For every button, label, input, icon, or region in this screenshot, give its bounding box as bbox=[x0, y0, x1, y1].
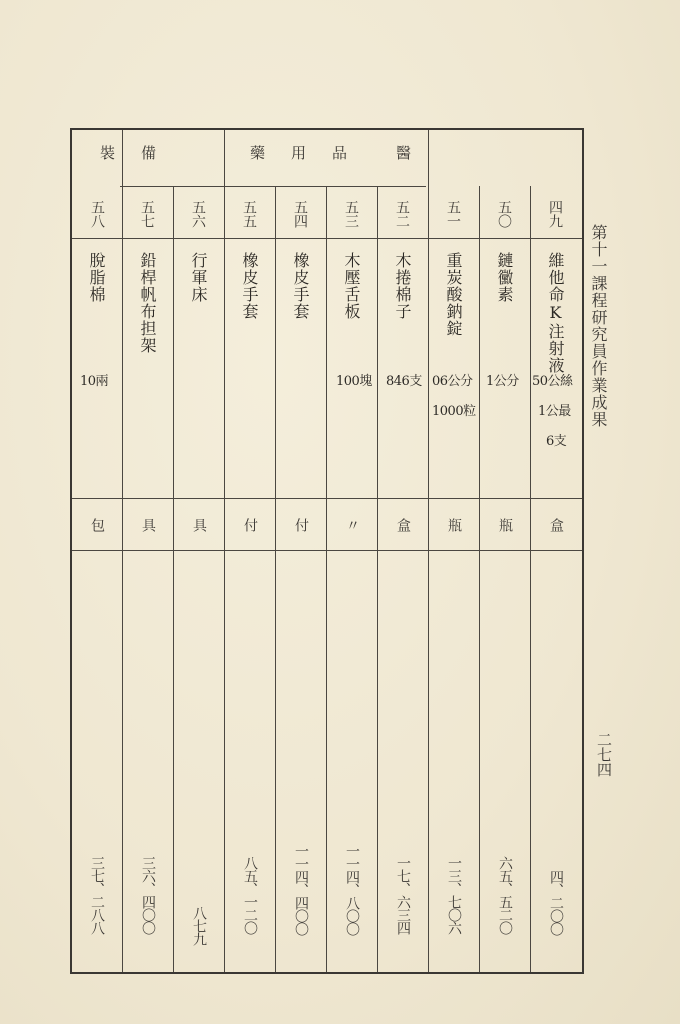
item-price: 三七、二八八 bbox=[89, 856, 105, 934]
col-rule bbox=[275, 186, 276, 972]
col-rule bbox=[326, 186, 327, 972]
item-unit: 盒 bbox=[548, 518, 564, 532]
page-number: 二七四 bbox=[595, 732, 613, 777]
item-name: 重炭酸鈉錠 bbox=[444, 252, 463, 337]
item-unit: 〃 bbox=[344, 518, 360, 532]
col-num: 五〇 bbox=[496, 200, 512, 228]
item-price: 一七、六三四 bbox=[395, 856, 411, 934]
item-price: 一三、七〇六 bbox=[446, 856, 462, 934]
col-num: 五一 bbox=[445, 200, 461, 228]
item-price: 三六、四〇〇 bbox=[140, 856, 156, 934]
item-unit: 盒 bbox=[395, 518, 411, 532]
col-num: 五八 bbox=[89, 200, 105, 228]
item-name: 橡皮手套 bbox=[240, 252, 259, 320]
item-quantity: 100塊 bbox=[336, 374, 372, 389]
col-rule bbox=[122, 130, 123, 972]
item-unit: 包 bbox=[89, 518, 105, 532]
item-name: 鉛桿帆布担架 bbox=[138, 252, 157, 354]
item-price: 八五、一二〇 bbox=[242, 856, 258, 934]
col-num: 五二 bbox=[394, 200, 410, 228]
header-group-medical-right: 醫 bbox=[396, 144, 438, 162]
col-rule bbox=[530, 186, 531, 972]
body-top-rule bbox=[72, 498, 582, 499]
item-name: 行軍床 bbox=[189, 252, 208, 303]
item-unit: 付 bbox=[242, 518, 258, 532]
col-num: 五六 bbox=[190, 200, 206, 228]
item-price: 四、二〇〇 bbox=[548, 870, 564, 935]
unit-bottom-rule bbox=[72, 550, 582, 551]
running-title: 第十一課程研究員作業成果 bbox=[589, 224, 608, 428]
col-rule bbox=[479, 186, 480, 972]
header-num-rule bbox=[72, 238, 582, 239]
col-rule bbox=[224, 130, 225, 972]
col-num: 五三 bbox=[343, 200, 359, 228]
header-group-rule bbox=[120, 186, 426, 187]
col-rule bbox=[428, 130, 429, 972]
item-price: 一一四、八〇〇 bbox=[344, 844, 360, 935]
item-quantity: 1公最 bbox=[538, 404, 571, 419]
item-quantity: 846支 bbox=[386, 374, 422, 389]
item-unit: 具 bbox=[191, 518, 207, 532]
col-num: 五五 bbox=[241, 200, 257, 228]
header-group-medical: 藥用品 bbox=[250, 144, 374, 162]
item-name: 鏈黴素 bbox=[495, 252, 514, 303]
item-quantity: 1公分 bbox=[486, 374, 519, 389]
item-name: 木捲棉子 bbox=[393, 252, 412, 320]
item-quantity: 50公絲 bbox=[532, 374, 573, 389]
item-name: 木壓舌板 bbox=[342, 252, 361, 320]
item-quantity: 06公分 bbox=[432, 374, 473, 389]
col-rule bbox=[173, 186, 174, 972]
data-table bbox=[70, 128, 584, 974]
item-unit: 瓶 bbox=[446, 518, 462, 532]
item-unit: 瓶 bbox=[497, 518, 513, 532]
item-price: 六五、五二〇 bbox=[497, 856, 513, 934]
col-num: 五四 bbox=[292, 200, 308, 228]
item-unit: 具 bbox=[140, 518, 156, 532]
header-group-equipment: 裝備 bbox=[100, 144, 183, 162]
item-quantity: 1000粒 bbox=[432, 404, 476, 419]
item-unit: 付 bbox=[293, 518, 309, 532]
item-price: 八七九 bbox=[191, 906, 207, 945]
item-quantity: 6支 bbox=[546, 434, 567, 449]
col-num: 五七 bbox=[139, 200, 155, 228]
item-quantity: 10兩 bbox=[80, 374, 109, 389]
col-rule bbox=[377, 186, 378, 972]
item-price: 一一四、四〇〇 bbox=[293, 844, 309, 935]
item-name: 脫脂棉 bbox=[87, 252, 106, 303]
col-num: 四九 bbox=[547, 200, 563, 228]
item-name: 橡皮手套 bbox=[291, 252, 310, 320]
item-name: 維他命K注射液 bbox=[546, 252, 565, 374]
